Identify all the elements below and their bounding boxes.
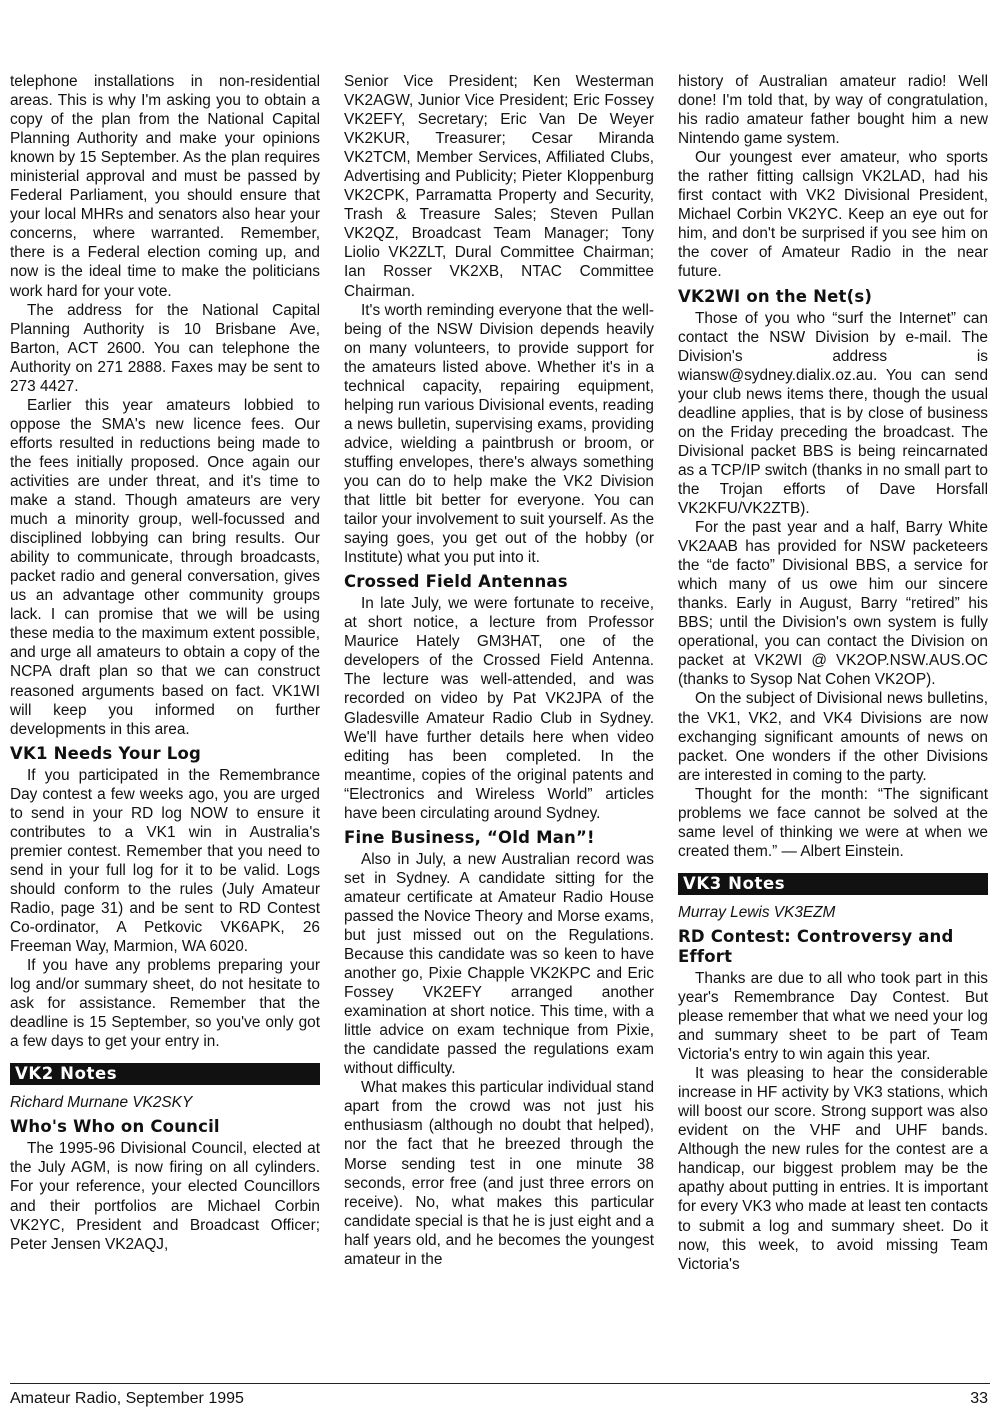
paragraph: On the subject of Divisional news bulletins, the VK1, VK2, and VK4 Divisions are now exchanging significant amounts of news on packet. One wonders if the other Divisions are interested in coming to the party. [678,690,988,784]
paragraph: If you participated in the Remembrance Day contest a few weeks ago, you are urged to send in your RD log NOW to ensure it contributes to a VK1 win in Australia's premier contest. Remember that you need to send in your full log for it to be valid. Logs should conform to the rules (July Amateur Radio, page 31) and be sent to RD Contest Co-ordinator, A Petkovic VK6APK, 26 Freeman Way, Marmion, WA 6020. [10,766,320,956]
column-3 [678,72,988,1274]
author-byline: Murray Lewis VK3EZM [678,903,836,921]
paragraph: Those of you who “surf the Internet” can contact the NSW Division by e-mail. The Division's address is wiansw@sydney.dialix.oz.au. You can send your club news items there, though the usual deadline applies, that is by close of business on the Friday preceding the broadcast. The Divisional packet BBS is being reincarnated as a TCP/IP switch (thanks in no small part to the Trojan efforts of Dave Horsfall VK2KFU/VK2ZTB). [678,309,988,517]
paragraph: For the past year and a half, Barry White VK2AAB has provided for NSW packeteers the “de facto” Divisional BBS, a service for which many of us owe him our sincere thanks. Early in August, Barry “retired” his BBS; until the Division's own system is fully operational, you can contact the Division on packet at VK2WI @ VK2OP.NSW.AUS.OC (thanks to Sysop Nat Cohen VK2OP). [678,519,988,689]
column-1 [10,72,320,1254]
section-banner: VK2 Notes [10,1063,320,1085]
paragraph: The 1995-96 Divisional Council, elected at the July AGM, is now firing on all cylinders. For your reference, your elected Councillors and their portfolios are Michael Corbin VK2YC, President and Broadcast Officer; Peter Jensen VK2AQJ, [10,1140,320,1253]
paragraph: Senior Vice President; Ken Westerman VK2AGW, Junior Vice President; Eric Fossey VK2EFY, Secretary; Eric Van De Weyer VK2KUR, Treasurer; Cesar Miranda VK2TCM, Member Services, Affiliated Clubs, Advertising and Publicity; Pieter Kloppenburg VK2CPK, Parramatta Property and Security, Trash & Treasure Sales; Steven Pullan VK2QZ, Broadcast Team Manager; Tony Liolio VK2ZLT, Dural Committee Chairman; Ian Rosser VK2XB, NTAC Committee Chairman. [344,73,654,300]
author-byline: Richard Murnane VK2SKY [10,1094,193,1112]
footer-rule [10,1383,990,1384]
section-heading: Crossed Field Antennas [344,572,568,592]
paragraph: In late July, we were fortunate to receive, at short notice, a lecture from Professor Maurice Hately GM3HAT, one of the developers of the Crossed Field Antenna. The lecture was well-attended, and was recorded on video by Pat VK2JPA of the Gladesville Amateur Radio Club in Sydney. We'll have further details here when video editing has been completed. In the meantime, copies of the original patents and “Electronics and Wireless World” articles have been circulating around Sydney. [344,595,654,822]
paragraph: Thanks are due to all who took part in this year's Remembrance Day Contest. But please remember that what we need your log and summary sheet to be part of Team Victoria's entry to win again this year. [678,969,988,1064]
paragraph: The address for the National Capital Planning Authority is 10 Brisbane Ave, Barton, ACT 2600. You can telephone the Authority on 271 2888. Faxes may be sent to 273 4427. [10,301,320,395]
footer-page-number: 33 [970,1390,988,1407]
paragraph: It was pleasing to hear the considerable increase in HF activity by VK3 stations, which will boost our score. Strong support was also evident on the VHF and UHF bands. Although the new rules for the contest are a handicap, our biggest problem may be the apathy about putting in entries. It is important for every VK3 who made at least ten contacts to submit a log and summary sheet. Do it now, this week, to avoid missing Team Victoria's [678,1065,988,1273]
footer-publication: Amateur Radio, September 1995 [10,1390,244,1407]
paragraph: Thought for the month: “The significant problems we face cannot be solved at the same level of thinking we were at when we created them.” — Albert Einstein. [678,785,988,860]
paragraph: It's worth reminding everyone that the well-being of the NSW Division depends heavily on many volunteers, to provide support for the amateurs listed above. Whether it's in a technical capacity, repairing equipment, helping run various Divisional events, reading a news bulletin, supervising exams, providing advice, wielding a paintbrush or broom, or stuffing envelopes, there's always something you can do to help make the VK2 Division that little bit better for everyone. You can tailor your involvement to suit yourself. As the saying goes, you get out of the hobby (or Institute) what you put into it. [344,301,654,567]
section-heading: VK2WI on the Net(s) [678,286,873,306]
paragraph: Also in July, a new Australian record was set in Sydney. A candidate sitting for the amateur certificate at Amateur Radio House passed the Novice Theory and Morse exams, but just missed out on the Regulations. Because this candidate was so keen to have another go, Pixie Chapple VK2KPC and Eric Fossey VK2EFY arranged another examination at short notice. This time, with a little advice on exam technique from Pixie, the candidate passed the regulations exam without difficulty. [344,850,654,1078]
section-heading: Who's Who on Council [10,1117,220,1137]
paragraph: history of Australian amateur radio! Well done! I'm told that, by way of congratulation, his radio amateur father bought him a new Nintendo game system. [678,73,988,148]
section-heading: VK1 Needs Your Log [10,743,202,763]
paragraph: telephone installations in non-residential areas. This is why I'm asking you to obtain a copy of the plan from the National Capital Planning Authority and make your opinions known by 15 September. As the plan requires ministerial approval and must be passed by Federal Parliament, you should ensure that your local MHRs and senators also hear your concerns, where warranted. Remember, there is a Federal election coming up, and now is the ideal time to make the politicians work hard for your vote. [10,73,320,300]
column-2 [344,72,654,1269]
section-heading: RD Contest: Controversy and Effort [678,926,954,966]
paragraph: What makes this particular individual stand apart from the crowd was not just his enthusiasm (although no doubt that helped), nor the fact that he breezed through the Morse sending test in one minute 38 seconds, error free (and just three errors on receive). No, what makes this particular candidate special is that he is just eight and a half years old, and he becomes the youngest amateur in the [344,1079,654,1268]
section-banner: VK3 Notes [678,873,988,895]
paragraph: If you have any problems preparing your log and/or summary sheet, do not hesitate to ask for assistance. Remember that the deadline is 15 September, so you've only got a few days to get your entry in. [10,957,320,1051]
paragraph: Our youngest ever amateur, who sports the rather fitting callsign VK2LAD, had his first contact with VK2 Divisional President, Michael Corbin VK2YC. Keep an eye out for him, and don't be surprised if you see him on the cover of Amateur Radio in the near future. [678,149,988,281]
paragraph: Earlier this year amateurs lobbied to oppose the SMA's new licence fees. Our efforts resulted in reductions being made to the fees initially proposed. Once again our activities are under threat, and it's time to make a stand. Though amateurs are very much a minority group, well-focussed and disciplined lobbying can bring results. Our ability to communicate, through broadcasts, packet radio and general conversation, gives us an advantage other community groups lack. I can promise that we will be using these media to the maximum extent possible, and urge all amateurs to obtain a copy of the NCPA draft plan so that we can construct reasoned arguments based on fact. VK1WI will keep you informed on further developments in this area. [10,396,320,738]
section-heading: Fine Business, “Old Man”! [344,827,595,847]
